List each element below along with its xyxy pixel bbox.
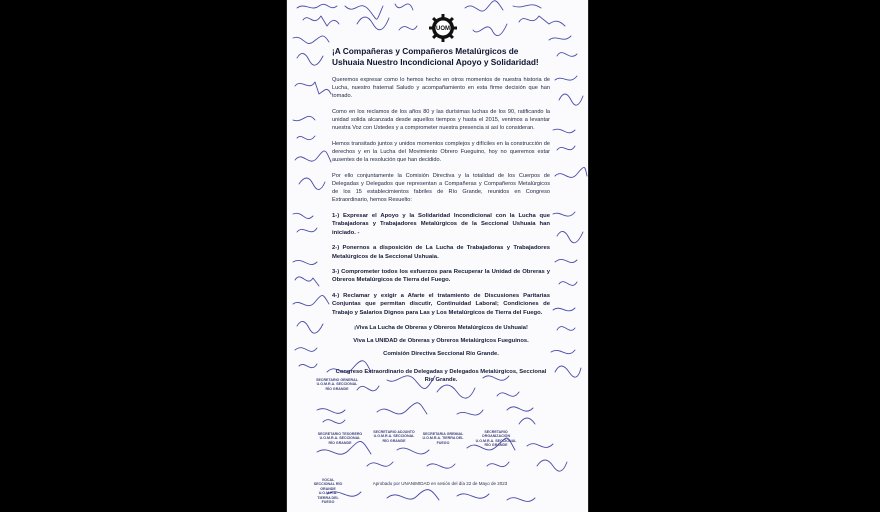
stamp: SECRETARIO ORGANIZACIÓN U.O.M.R.A. SECCIONAL RÍO GRANDE	[475, 430, 517, 448]
resolution-item: 2-) Ponernos a disposición de La Lucha de Trabajadoras y Trabajadores Metalúrgicos de la Seccional Ushuaia.	[332, 245, 550, 260]
stamp: SECRETARIO ADJUNTO U.O.M.R.A. SECCIONAL RÍO GRANDE	[373, 430, 415, 443]
resolution-item: 3-) Comprometer todos los esfuerzos para Recuperar la Unidad de Obreras y Obreros Metalúrgicos de Tierra del Fuego.	[332, 269, 550, 284]
stamp: SECRETARIO TESORERO U.O.M.R.A. SECCIONAL RÍO GRANDE	[317, 432, 363, 445]
letter-heading: ¡A Compañeras y Compañeros Metalúrgicos de Ushuaia Nuestro Incondicional Apoyo y Solidaridad!	[332, 46, 539, 67]
signoff: Congreso Extraordinario de Delegadas y Delegados Metalúrgicos, Seccional Río Grande.	[335, 369, 547, 384]
paragraph: Por ello conjuntamente la Comisión Directiva y la totalidad de los Cuerpos de Delegadas y Delegados que representan a Compañeras y Compañeros Metalúrgicos de los 15 establecimientos fabriles de Río Grande, reunidos en Congreso Extraordinario, hemos Resuelto:	[332, 173, 550, 203]
paragraph: Queremos expresar como lo hemos hecho en otros momentos de nuestra historia de Lucha, nuestro fraternal Saludo y acompañamiento en esta firme decisión que han tomado.	[332, 77, 550, 99]
resolution-item: 1-) Expresar el Apoyo y la Solidaridad Incondicional con la Lucha que Trabajadoras y Trabajadores Metalúrgicos de la Seccional Ushuaia han iniciado. -	[332, 213, 550, 236]
stamp: SECRETARIA GREMIAL U.O.M.R.A. TIERRA DEL FUEGO	[422, 432, 464, 445]
document-page	[287, 0, 588, 512]
resolution-item: 4-) Reclamar y exigir a Afarte el tratamiento de Discusiones Paritarias Conjuntas que permitan discutir, Continuidad Laboral; Condiciones de Trabajo y Salarios Dignos para Las y Los Metalúrgicos de Tierra del Fuego.	[332, 292, 550, 316]
approval-footer: Aprobado por UNANIMIDAD en sesión del día 22 de Mayo de 2023	[372, 481, 508, 486]
closing-line: Viva La UNIDAD de Obreras y Obreros Metalúrgicos Fueguinos.	[353, 338, 529, 345]
uom-logo	[428, 13, 458, 43]
logo-text: UOM	[436, 26, 450, 33]
closing-line: ¡Viva La Lucha de Obreras y Obreros Metalúrgicos de Ushuaia!	[354, 325, 528, 332]
paragraph: Como en los reclamos de los años 80 y las durísimas luchas de los 90, ratificando la unidad solida alcanzada desde aquellos tiempos y hasta el 2015, venimos a levantar nuestra Voz con Ustedes y a comprometer nuestra presencia si así lo consideran.	[332, 109, 550, 131]
stamp: SECRETARIO GENERAL U.O.M.R.A. SECCIONAL RÍO GRANDE	[316, 378, 358, 391]
letter-body	[332, 46, 550, 389]
closing-line: Comisión Directiva Seccional Río Grande.	[383, 351, 499, 358]
paragraph: Hemos transitado juntos y unidos momentos complejos y difíciles en la construcción de derechos y en la Lucha del Movimiento Obrero Fueguino, hoy no queremos estar ausentes de la resolución que han decidido.	[332, 141, 550, 163]
stamp: VOCAL SECCIONAL RÍO GRANDE U.O.M.R.A. TIERRA DEL FUEGO	[313, 478, 343, 505]
